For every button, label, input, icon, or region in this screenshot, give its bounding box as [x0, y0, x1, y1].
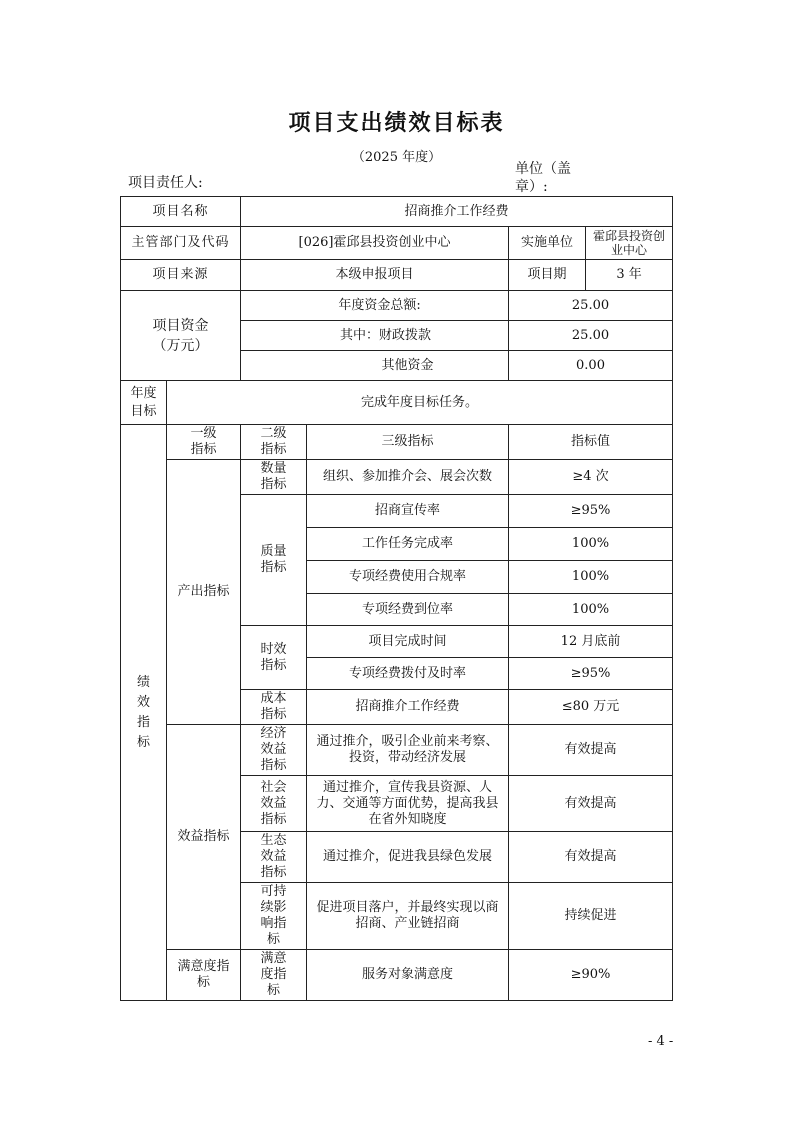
- indicator-name: 专项经费到位率: [307, 594, 509, 626]
- period-label: 项目期: [509, 260, 586, 290]
- col-header-level3: 三级指标: [307, 425, 509, 460]
- quality-indicator-label: 质量指标: [241, 495, 307, 626]
- indicator-value: 有效提高: [509, 776, 673, 832]
- col-header-level1: 一级指标: [167, 425, 241, 460]
- economic-benefit-label: 经济效益指标: [241, 725, 307, 776]
- indicator-name: 通过推介，吸引企业前来考察、投资，带动经济发展: [307, 725, 509, 776]
- indicator-value: 12 月底前: [509, 626, 673, 658]
- funds-other-value: 0.00: [509, 351, 673, 381]
- indicator-value: ≥95%: [509, 495, 673, 528]
- indicator-name: 促进项目落户，并最终实现以商招商、产业链招商: [307, 883, 509, 950]
- funds-total-value: 25.00: [509, 291, 673, 321]
- indicators-section-label: 绩效指标: [121, 425, 167, 1001]
- indicator-value: 100%: [509, 561, 673, 594]
- sustainable-impact-label: 可持续影响指标: [241, 883, 307, 950]
- dept-label: 主管部门及代码: [121, 227, 241, 260]
- indicator-value: 持续促进: [509, 883, 673, 950]
- project-name-label: 项目名称: [121, 197, 241, 227]
- funds-fiscal-value: 25.00: [509, 321, 673, 351]
- indicator-name: 项目完成时间: [307, 626, 509, 658]
- benefit-indicators-label: 效益指标: [167, 725, 241, 950]
- indicator-name: 专项经费使用合规率: [307, 561, 509, 594]
- indicator-value: ≥95%: [509, 658, 673, 690]
- indicator-value: ≥90%: [509, 950, 673, 1001]
- performance-target-table: [120, 196, 673, 1001]
- responsible-person-label: 项目责任人:: [128, 175, 203, 191]
- funds-other-label: 其他资金: [241, 351, 509, 381]
- indicator-value: 100%: [509, 594, 673, 626]
- page-number: - 4 -: [648, 1034, 674, 1049]
- source-value: 本级申报项目: [241, 260, 509, 291]
- timeliness-indicator-label: 时效指标: [241, 626, 307, 690]
- indicator-name: 招商推介工作经费: [307, 690, 509, 725]
- quantity-indicator-label: 数量指标: [241, 460, 307, 495]
- indicator-name: 通过推介，促进我县绿色发展: [307, 832, 509, 883]
- fiscal-year: （2025 年度）: [351, 150, 442, 165]
- source-label: 项目来源: [121, 260, 241, 291]
- indicator-name: 工作任务完成率: [307, 528, 509, 561]
- funds-fiscal-label: 其中：财政拨款: [241, 321, 509, 351]
- indicator-name: 通过推介，宣传我县资源、人力、交通等方面优势，提高我县在省外知晓度: [307, 776, 509, 832]
- col-header-level2: 二级指标: [241, 425, 307, 460]
- col-header-value: 指标值: [509, 425, 673, 460]
- dept-value: [026]霍邱县投资创业中心: [241, 227, 509, 260]
- impl-unit-value: 霍邱县投资创业中心: [593, 229, 666, 257]
- satisfaction-sub-label: 满意度指标: [241, 950, 307, 1001]
- funds-label: 项目资金（万元）: [121, 291, 241, 381]
- satisfaction-indicators-label: 满意度指标: [167, 950, 241, 1001]
- output-indicators-label: 产出指标: [167, 460, 241, 725]
- page-title: 项目支出绩效目标表: [288, 111, 505, 136]
- annual-goal-label: 年度目标: [121, 381, 167, 425]
- indicator-value: 100%: [509, 528, 673, 561]
- impl-unit-label: 实施单位: [509, 227, 586, 259]
- period-value: 3 年: [616, 267, 642, 282]
- indicator-name: 组织、参加推介会、展会次数: [307, 460, 509, 495]
- annual-goal-value: 完成年度目标任务。: [167, 381, 673, 425]
- indicator-value: ≥4 次: [509, 460, 673, 495]
- funds-total-label: 年度资金总额:: [241, 291, 509, 321]
- ecological-benefit-label: 生态效益指标: [241, 832, 307, 883]
- social-benefit-label: 社会效益指标: [241, 776, 307, 832]
- indicator-name: 专项经费拨付及时率: [307, 658, 509, 690]
- indicator-name: 服务对象满意度: [307, 950, 509, 1001]
- indicator-name: 招商宣传率: [307, 495, 509, 528]
- indicator-value: ≤80 万元: [509, 690, 673, 725]
- unit-seal-label: 单位（盖章）:: [515, 161, 571, 195]
- cost-indicator-label: 成本指标: [241, 690, 307, 725]
- project-name-value: 招商推介工作经费: [241, 197, 673, 227]
- indicator-value: 有效提高: [509, 832, 673, 883]
- indicator-value: 有效提高: [509, 725, 673, 776]
